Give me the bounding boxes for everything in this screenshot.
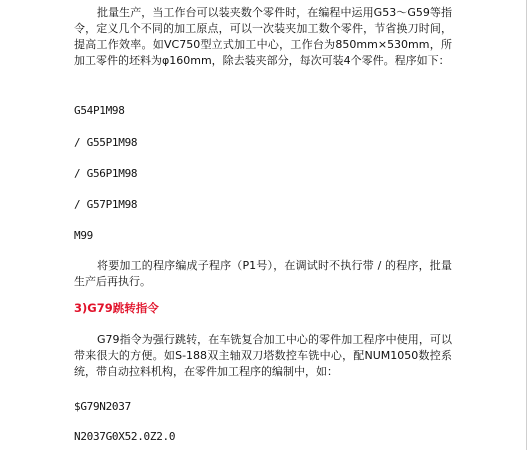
code-line-g54: G54P1M98 xyxy=(74,104,125,117)
section-heading-g79: 3)G79跳转指令 xyxy=(74,301,159,315)
code-line-m99: M99 xyxy=(74,229,93,242)
paragraph-subprogram: 将要加工的程序编成子程序（P1号），在调试时不执行带 / 的程序，批量生产后再执行。 xyxy=(74,259,452,288)
paragraph-batch-production: 批量生产，当工作台可以装夹数个零件时，在编程中运用G53～G59等指令，定义几个不同的加工原点，可以一次装夹加工数个零件，节省换刀时间，提高工作效率。如VC750型立式加工中心，工作台为850mm×530mm，所加工零件的坯料为φ160mm，除去装夹部分，每次可装4个零件。程序如下： xyxy=(74,6,452,67)
code-line-g56: / G56P1M98 xyxy=(74,167,138,180)
code-line-g57: / G57P1M98 xyxy=(74,198,138,211)
code-line-n2037: N2037G0X52.0Z2.0 xyxy=(74,430,176,443)
code-line-g55: / G55P1M98 xyxy=(74,136,138,149)
paragraph-g79: G79指令为强行跳转，在车铣复合加工中心的零件加工程序中使用，可以带来很大的方便。如S-188双主轴双刀塔数控车铣中心，配NUM1050数控系统，带自动拉料机构，在零件加工程序的编制中，如： xyxy=(74,333,452,378)
code-line-g79n2037: $G79N2037 xyxy=(74,400,131,413)
